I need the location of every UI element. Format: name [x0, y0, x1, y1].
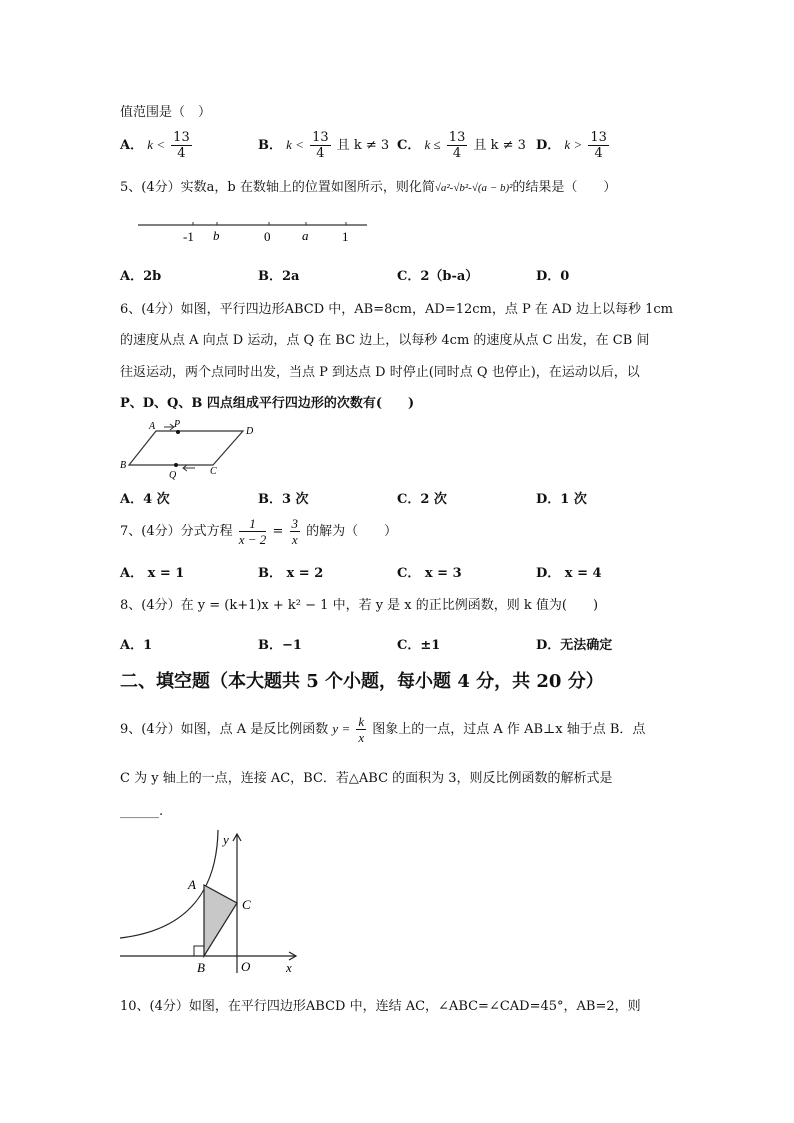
section-heading: 二、填空题（本大题共 5 个小题，每小题 4 分，共 20 分）	[120, 671, 604, 692]
label-p: P	[174, 419, 181, 430]
fraction-right: $\frac{3}{x}$	[291, 516, 298, 547]
q5-stem	[120, 179, 616, 197]
q5-stem-text: 5、(4分）实数a，b 在数轴上的位置如图所示，则化简	[120, 180, 435, 195]
label-q: Q	[169, 470, 177, 480]
label-a: a	[302, 228, 309, 243]
q4-option-c	[397, 130, 526, 161]
q8-option-a: A．1	[120, 638, 153, 653]
option-expr: k <	[286, 137, 304, 152]
q6-option-d: D．1 次	[536, 492, 587, 507]
equals-sign: =	[272, 524, 284, 539]
q5-option-a: A．2b	[120, 269, 162, 284]
q7-option-d: D． x = 4	[536, 566, 602, 581]
label-b: B	[197, 960, 205, 975]
q4-continuation: 值范围是（ ）	[120, 105, 212, 120]
q7-stem-text-end: 的解为（ ）	[306, 524, 398, 539]
number-line-figure	[135, 213, 375, 249]
q5-option-b: B．2a	[258, 269, 300, 284]
q7-option-a: A． x = 1	[120, 566, 185, 581]
q7-stem	[120, 516, 397, 547]
label-c: C	[242, 897, 251, 912]
q8-option-c: C．±1	[397, 638, 441, 653]
answer-blank: ______.	[120, 804, 164, 819]
fraction-k-over-x: $\frac{k}{x}$	[358, 714, 365, 745]
triangle-abc	[204, 885, 237, 956]
q8-option-b: B．−1	[258, 638, 302, 653]
option-expr: k ≤	[424, 137, 441, 152]
label-a: A	[149, 421, 156, 432]
label-a: A	[188, 877, 196, 892]
q8-stem: 8、(4分）在 y = (k+1)x + k² − 1 中，若 y 是 x 的正比例函数，则 k 值为( )	[120, 598, 599, 613]
label-zero: 0	[264, 229, 271, 244]
fraction: $\frac{13}{4}$	[590, 130, 607, 161]
fraction: $\frac{13}{4}$	[173, 130, 190, 161]
q4-option-b	[258, 130, 389, 161]
option-condition: 且 k ≠ 3	[336, 138, 390, 153]
fraction: $\frac{13}{4}$	[312, 130, 329, 161]
option-letter: A．	[120, 138, 144, 153]
option-expr: k >	[564, 137, 583, 152]
q6-stem-line-1: 6、(4分）如图，平行四边形ABCD 中，AB=8cm，AD=12cm，点 P 在 AD 边上以每秒 1cm	[120, 302, 673, 317]
q6-option-b: B．3 次	[258, 492, 309, 507]
q4-option-d	[536, 130, 611, 161]
hyperbola-curve	[120, 830, 218, 938]
label-minus-one: -1	[183, 229, 194, 244]
parallelogram-figure	[118, 418, 258, 480]
label-o: O	[241, 959, 251, 974]
inverse-function-figure	[118, 828, 308, 978]
q6-stem-line-4: P、D、Q、B 四点组成平行四边形的次数有( )	[120, 396, 415, 411]
fraction-left: $\frac{1}{x - 2}$	[238, 516, 267, 547]
label-y: y	[223, 832, 229, 847]
option-letter: C．	[397, 138, 421, 153]
label-b: B	[120, 460, 127, 471]
option-condition: 且 k ≠ 3	[473, 138, 526, 153]
q6-option-a: A．4 次	[120, 492, 170, 507]
fraction: $\frac{13}{4}$	[448, 130, 466, 161]
function-y: y =	[332, 721, 351, 736]
label-one: 1	[342, 229, 349, 244]
label-b: b	[213, 228, 220, 243]
q8-option-d: D．无法确定	[536, 638, 613, 653]
q9-stem-text-end: 图象上的一点，过点 A 作 AB⊥x 轴于点 B．点	[372, 722, 646, 737]
option-letter: D．	[536, 138, 561, 153]
point-q	[174, 463, 178, 467]
point-p	[176, 430, 180, 434]
label-c: C	[210, 466, 217, 477]
q4-option-a	[120, 130, 194, 161]
parallelogram-abcd	[129, 431, 243, 465]
label-d: D	[246, 426, 254, 437]
q6-option-c: C．2 次	[397, 492, 447, 507]
q5-option-d: D．0	[536, 269, 570, 284]
option-letter: B．	[258, 138, 282, 153]
q9-stem-line-1	[120, 711, 645, 748]
q7-option-b: B． x = 2	[258, 566, 324, 581]
right-angle-mark	[194, 946, 204, 956]
q5-formula: √a²-√b²-√(a − b)²	[434, 182, 513, 194]
q5-stem-text-end: 的结果是（ ）	[512, 180, 617, 195]
q5-option-c: C．2（b-a）	[397, 269, 479, 284]
label-x: x	[286, 960, 292, 975]
q10-stem: 10、(4分）如图，在平行四边形ABCD 中，连结 AC，∠ABC=∠CAD=45°，AB=2，则	[120, 999, 641, 1014]
q6-stem-line-2: 的速度从点 A 向点 D 运动，点 Q 在 BC 边上，以每秒 4cm 的速度从点 C 出发，在 CB 间	[120, 333, 650, 348]
q6-stem-line-3: 往返运动，两个点同时出发，当点 P 到达点 D 时停止(同时点 Q 也停止)，在运动以后，以	[120, 365, 640, 380]
q7-stem-text: 7、(4分）分式方程	[120, 524, 233, 539]
q7-option-c: C． x = 3	[397, 566, 462, 581]
option-expr: k <	[147, 137, 166, 152]
q9-stem-text: 9、(4分）如图，点 A 是反比例函数	[120, 722, 329, 737]
q9-stem-line-2: C 为 y 轴上的一点，连接 AC，BC．若△ABC 的面积为 3，则反比例函数的解析式是	[120, 771, 613, 786]
